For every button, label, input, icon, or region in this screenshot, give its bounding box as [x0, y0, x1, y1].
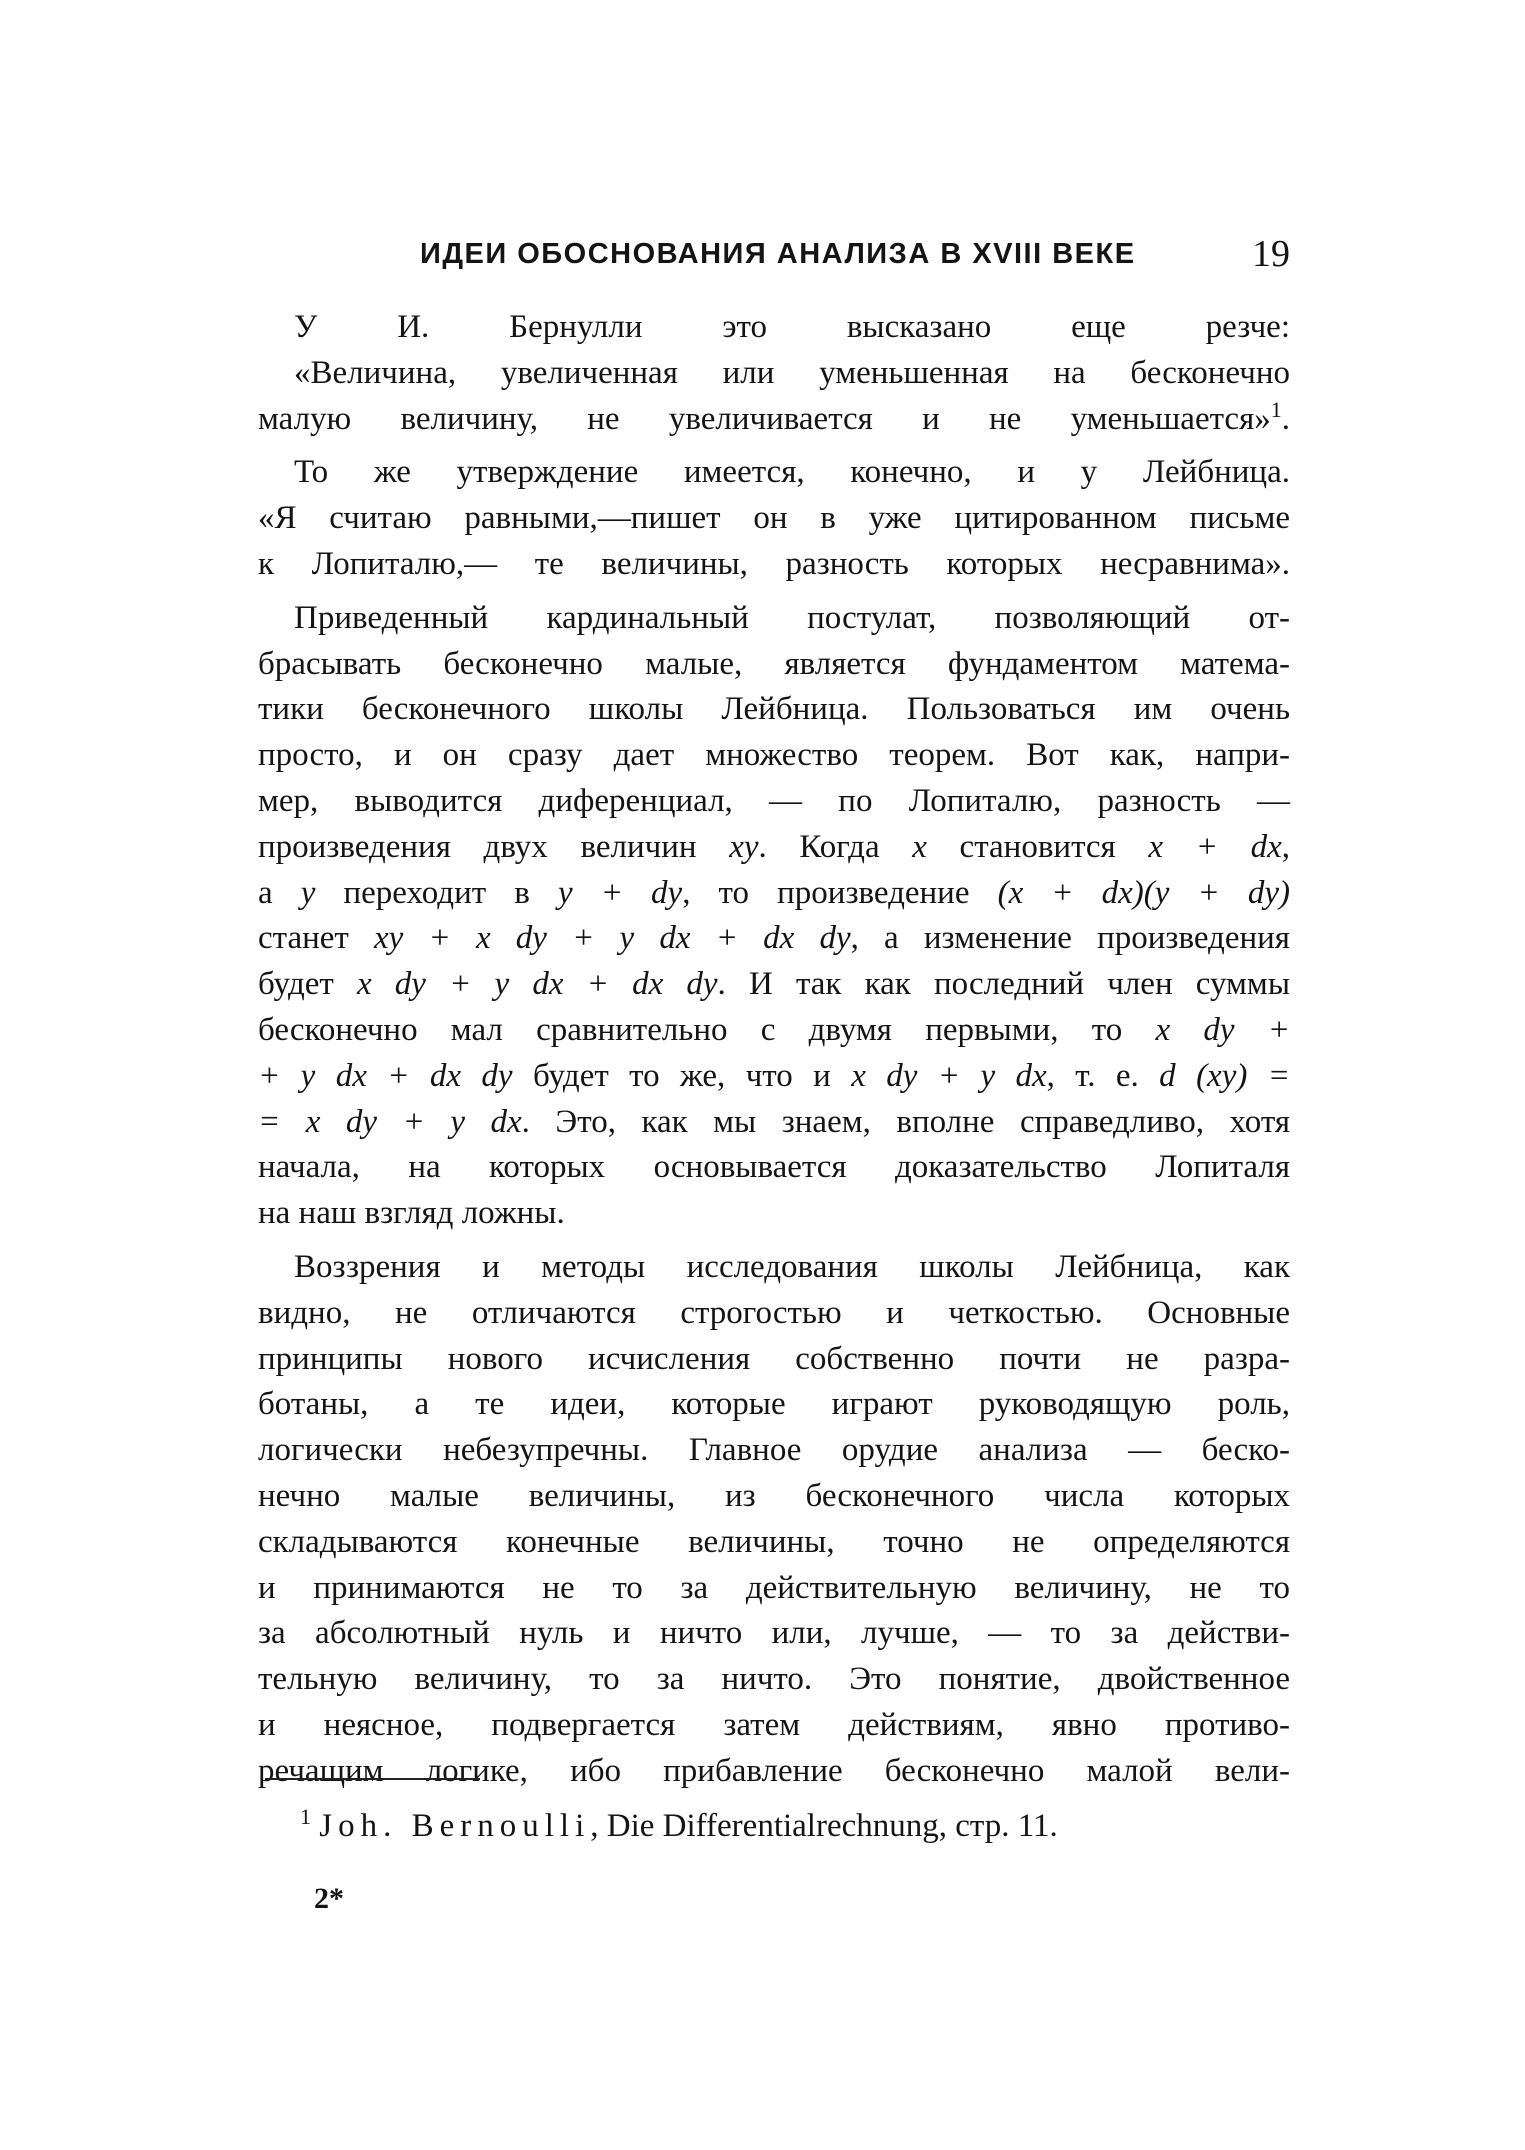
text-fragment: и неясное, подвергается затем действиям, явно противо- [258, 1706, 1290, 1743]
math-expression: y + dy [557, 874, 683, 911]
text-fragment: ботаны, а те идеи, которые играют руководящую роль, [258, 1386, 1290, 1423]
text-fragment: «Величина, увеличенная или уменьшенная на бесконечно [294, 354, 1290, 391]
text-fragment: То же утверждение имеется, конечно, и у Лейбница. [294, 454, 1290, 491]
text-line [258, 687, 1290, 733]
text-fragment: за абсолютный нуль и ничто или, лучше, — то за действи- [258, 1615, 1290, 1652]
math-expression: y [300, 874, 316, 911]
text-fragment: «Я считаю равными,—пишет он в уже цитированном письме [258, 500, 1290, 537]
text-fragment: будет то же, что и [512, 1057, 852, 1094]
text-line [258, 916, 1290, 962]
text-line [258, 1749, 1290, 1795]
text-fragment: мер, выводится диференциал, — по Лопиталю, разность — [258, 782, 1290, 819]
text-fragment: станет [258, 920, 375, 957]
running-title: ИДЕИ ОБОСНОВАНИЯ АНАЛИЗА В XVIII ВЕКЕ [420, 238, 1136, 270]
text-line [258, 779, 1290, 825]
text-line [258, 1145, 1290, 1191]
footnote-title: , Die Differentialrechnung, стр. 11. [590, 1808, 1058, 1844]
text-fragment: начала, на которых основывается доказательство Лопиталя [258, 1149, 1290, 1186]
text-line [258, 1566, 1290, 1612]
text-line [258, 542, 1290, 588]
text-line [258, 1703, 1290, 1749]
text-line [258, 496, 1290, 542]
text-fragment: . Когда [758, 828, 913, 865]
text-fragment: и принимаются не то за действительную величину, не то [258, 1569, 1290, 1606]
text-line [258, 1054, 1290, 1100]
text-fragment: будет [258, 966, 357, 1003]
text-line [258, 397, 1290, 443]
text-line [258, 825, 1290, 871]
math-expression: x dy + y dx + dx dy [356, 966, 718, 1003]
text-fragment: , то произведение [682, 874, 998, 911]
text-line [258, 733, 1290, 779]
text-line [258, 1474, 1290, 1520]
footnote-author: Joh. Bernoulli [319, 1808, 591, 1844]
math-expression: xy [729, 828, 759, 865]
text-fragment: Воззрения и методы исследования школы Лейбница, как [294, 1248, 1290, 1285]
text-fragment: , [1281, 828, 1291, 865]
text-line [258, 450, 1290, 496]
footnote [300, 1804, 1058, 1845]
text-line [258, 1337, 1290, 1383]
text-fragment: . Это, как мы знаем, вполне справедливо, хотя [521, 1103, 1291, 1140]
text-line [258, 1291, 1290, 1337]
text-fragment: принципы нового исчисления собственно почти не разра- [258, 1340, 1290, 1377]
text-fragment: . И так как последний член суммы [717, 966, 1290, 1003]
math-expression: xy + x dy + y dx + dx dy [374, 920, 851, 957]
text-line [258, 351, 1290, 397]
text-line [258, 1520, 1290, 1566]
footnote-rule [265, 1778, 480, 1780]
page-number: 19 [1252, 233, 1290, 275]
text-fragment: малую величину, не увеличивается и не уменьшается» [258, 400, 1271, 437]
text-line [258, 962, 1290, 1008]
footnote-marker: 1 [300, 1804, 311, 1829]
text-fragment: логически небезупречны. Главное орудие анализа — беско- [258, 1432, 1290, 1469]
text-fragment: а [258, 874, 301, 911]
math-expression: d (xy) = [1159, 1057, 1290, 1094]
text-fragment: на наш взгляд ложны. [258, 1195, 565, 1232]
math-expression: + y dx + dx dy [258, 1057, 513, 1094]
text-fragment: видно, не отличаются строгостью и четкостью. Основные [258, 1294, 1290, 1331]
math-expression: x dy + [1155, 1011, 1291, 1048]
math-expression: (x + dx)(y + dy) [997, 874, 1291, 911]
math-expression: = x dy + y dx [258, 1103, 522, 1140]
body-text [258, 305, 1290, 1795]
text-fragment: тики бесконечного школы Лейбница. Пользоваться им очень [258, 691, 1290, 728]
text-line [258, 1245, 1290, 1291]
text-line [258, 305, 1290, 351]
text-line [258, 1611, 1290, 1657]
text-fragment: , т. е. [1046, 1057, 1160, 1094]
text-fragment: переходит в [315, 874, 558, 911]
text-fragment: . [1281, 400, 1290, 437]
text-fragment: просто, и он сразу дает множество теорем. Вот как, напри- [258, 737, 1290, 774]
text-fragment: речащим логике, ибо прибавление бесконечно малой вели- [258, 1752, 1290, 1789]
text-line [258, 1191, 1290, 1237]
text-fragment: становится [926, 828, 1149, 865]
text-fragment: к Лопиталю,— те величины, разность которых несравнима». [258, 545, 1290, 582]
text-fragment: У И. Бернулли это высказано еще резче: [294, 309, 1290, 345]
text-fragment: складываются конечные величины, точно не определяются [258, 1523, 1290, 1560]
text-fragment: , а изменение произведения [850, 920, 1290, 957]
text-line [258, 1657, 1290, 1703]
running-head [260, 232, 1290, 292]
math-expression: x dy + y dx [851, 1057, 1047, 1094]
text-fragment: Приведенный кардинальный постулат, позволяющий от- [294, 599, 1290, 636]
text-line [258, 1382, 1290, 1428]
text-line [258, 1008, 1290, 1054]
text-fragment: нечно малые величины, из бесконечного числа которых [258, 1477, 1290, 1514]
footnote-ref: 1 [1270, 396, 1282, 422]
math-expression: x [912, 828, 927, 865]
text-line [258, 596, 1290, 642]
math-expression: x + dx [1148, 828, 1282, 865]
text-line [258, 871, 1290, 917]
text-line [258, 1100, 1290, 1146]
text-line [258, 642, 1290, 688]
text-fragment: бесконечно мал сравнительно с двумя первыми, то [258, 1011, 1156, 1048]
signature-mark: 2* [314, 1882, 344, 1915]
text-fragment: тельную величину, то за ничто. Это понятие, двойственное [258, 1661, 1290, 1698]
text-fragment: произведения двух величин [258, 828, 730, 865]
text-fragment: брасывать бесконечно малые, является фундаментом матема- [258, 645, 1290, 682]
text-line [258, 1428, 1290, 1474]
